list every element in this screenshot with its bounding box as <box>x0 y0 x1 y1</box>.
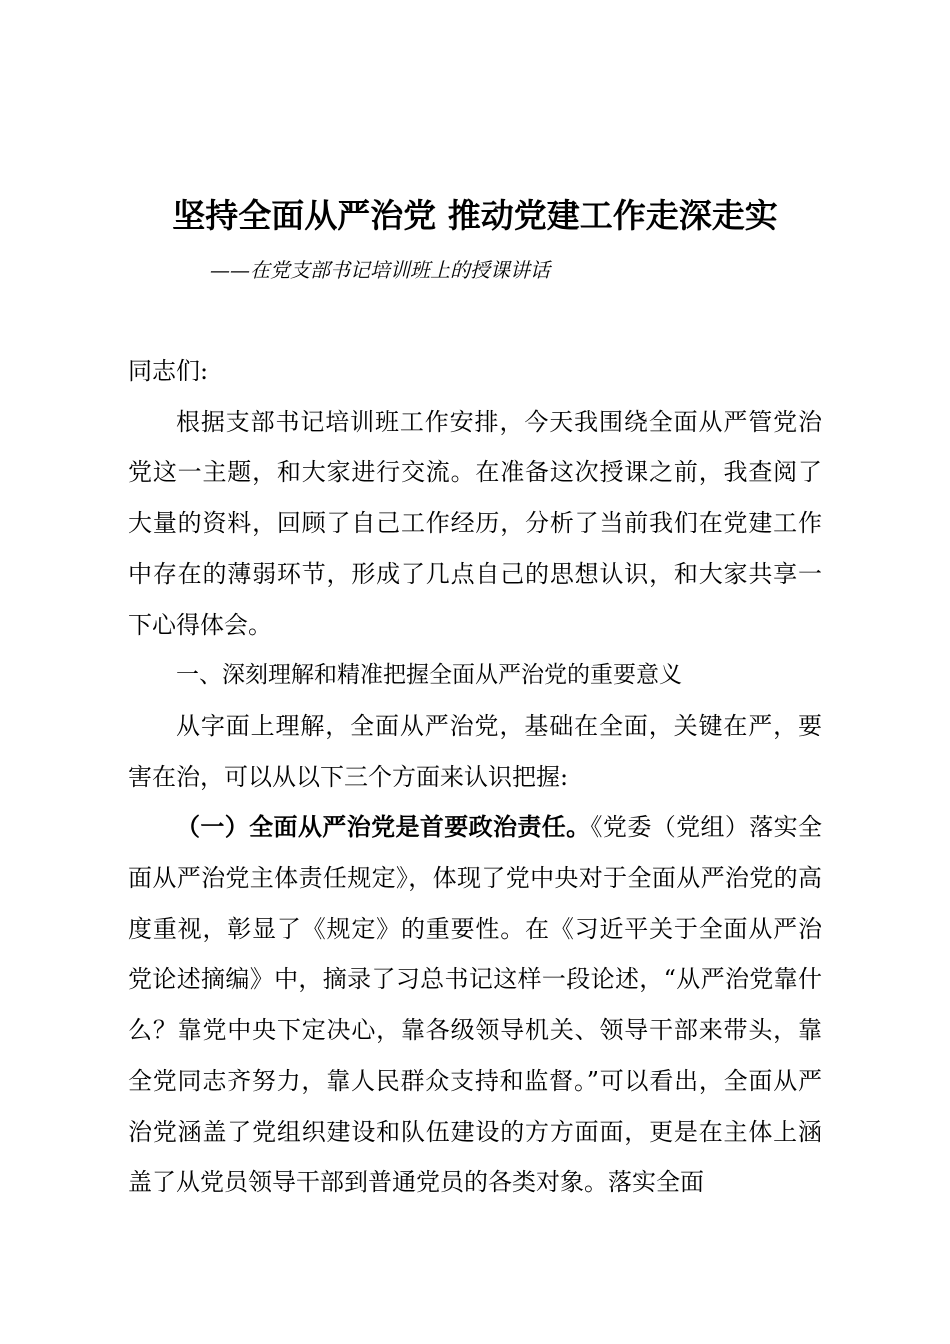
point-one-paragraph <box>128 802 822 1208</box>
document-subtitle: ——在党支部书记培训班上的授课讲话 <box>210 258 550 282</box>
section-one-heading: 一、深刻理解和精准把握全面从严治党的重要意义 <box>176 662 682 689</box>
section-one-intro: 从字面上理解，全面从严治党，基础在全面，关键在严，要害在治，可以从以下三个方面来认识把握: <box>128 711 822 791</box>
document-body <box>128 346 822 1208</box>
point-one-text: 《党委（党组）落实全面从严治党主体责任规定》，体现了党中央对于全面从严治党的高度重视，彰显了《规定》的重要性。在《习近平关于全面从严治党论述摘编》中，摘录了习总书记这样一段论述，“从严治党靠什么？靠党中央下定决心，靠各级领导机关、领导干部来带头，靠全党同志齐努力，靠人民群众支持和监督。”可以看出，全面从严治党涵盖了党组织建设和队伍建设的方方面面，更是在主体上涵盖了从党员领导干部到普通党员的各类对象。落实全面 <box>128 813 823 1197</box>
intro-paragraph: 根据支部书记培训班工作安排，今天我围绕全面从严管党治党这一主题，和大家进行交流。在准备这次授课之前，我查阅了大量的资料，回顾了自己工作经历，分析了当前我们在党建工作中存在的薄弱环节，形成了几点自己的思想认识，和大家共享一下心得体会。 <box>128 407 822 639</box>
salutation: 同志们: <box>128 357 209 385</box>
document-title: 坚持全面从严治党 推动党建工作走深走实 <box>172 196 778 235</box>
point-one-lead: （一）全面从严治党是首要政治责任。 <box>176 813 591 842</box>
